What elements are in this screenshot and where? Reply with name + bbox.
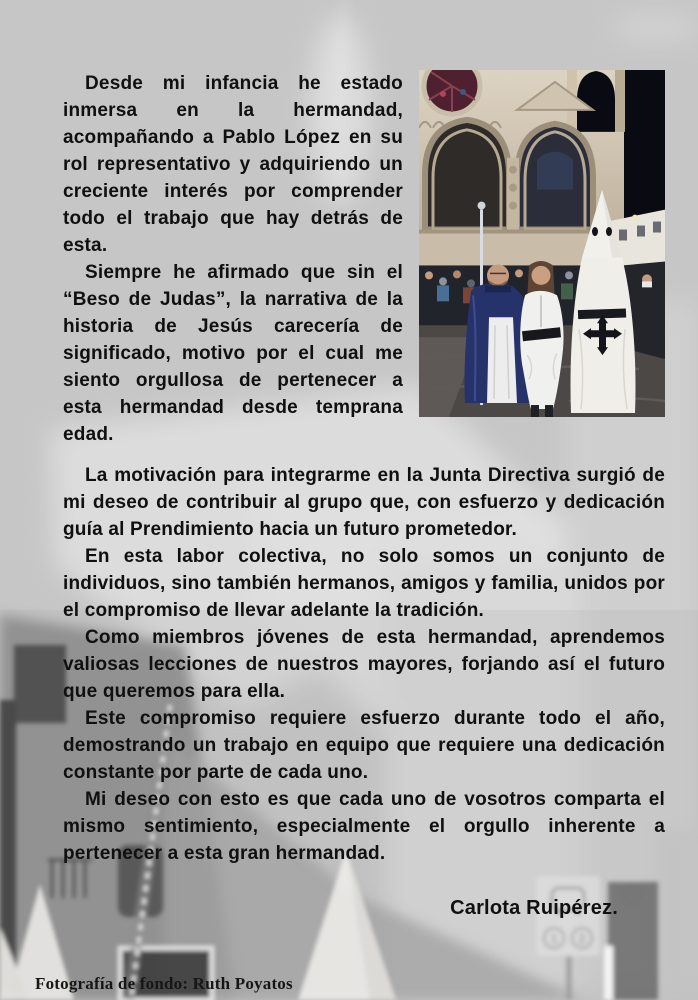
sign-number-1: 1 [550,931,558,946]
body-paragraph-5: Mi deseo con esto es que cada uno de vosotros comparta el mismo sentimiento, especialmente el orgullo inherente a pertenecer a esta gran hermandad. [63,789,665,864]
intro-paragraph-1: Desde mi infancia he estado inmersa en la hermandad, acompañando a Pablo López en su rol representativo y adquiriendo un creciente interés por comprender todo el trabajo que hay detrás de esta. [63,73,403,256]
body-paragraph-4: Este compromiso requiere esfuerzo durante todo el año, demostrando un trabajo en equipo que requiere una dedicación constante por parte de cada uno. [63,708,665,783]
signature: Carlota Ruipérez. [450,897,618,919]
body-paragraph-1: La motivación para integrarme en la Junta Directiva surgió de mi deseo de contribuir al grupo que, con esfuerzo y dedicación guía al Prendimiento hacia un futuro prometedor. [63,465,665,540]
intro-paragraph-2: Siempre he afirmado que sin el “Beso de Judas”, la narrativa de la historia de Jesús carecería de significado, motivo por el cual me siento orgullosa de pertenecer a esta hermandad desde temprana edad. [63,262,403,445]
body-paragraph-3: Como miembros jóvenes de esta hermandad, aprendemos valiosas lecciones de nuestros mayores, forjando así el futuro que queremos para ella. [63,627,665,702]
sign-number-2: 2 [578,931,586,946]
photo-credit: Fotografía de fondo: Ruth Poyatos [35,974,293,993]
procession-photo [419,70,665,417]
body-paragraph-2: En esta labor colectiva, no solo somos un conjunto de individuos, sino también hermanos, amigos y familia, unidos por el compromiso de llevar adelante la tradición. [63,546,665,621]
